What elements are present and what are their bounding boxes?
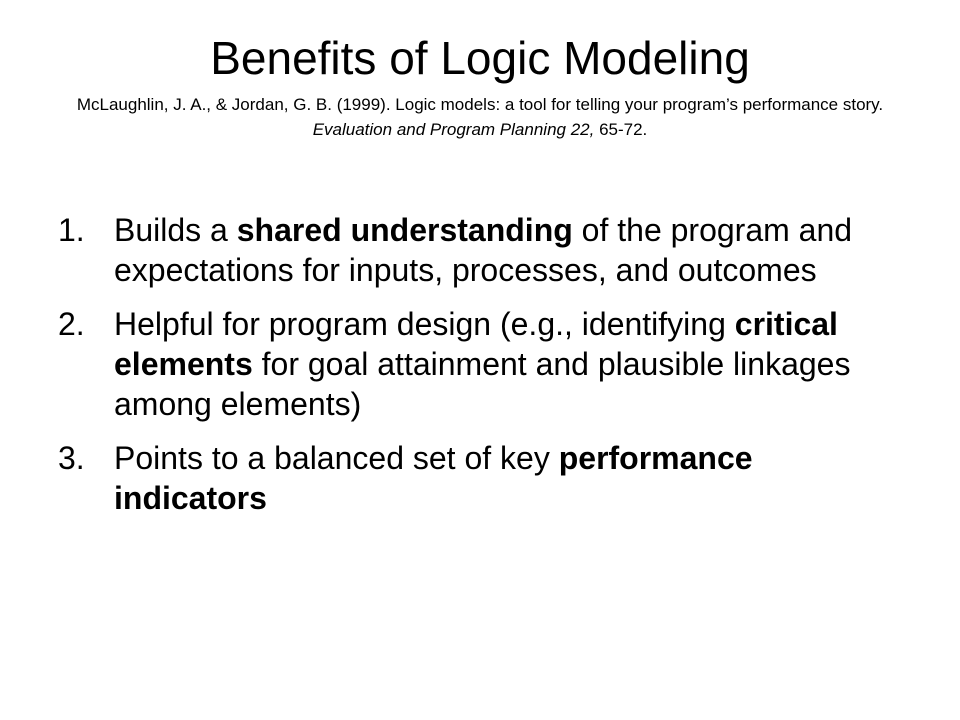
title-block [40, 30, 920, 142]
citation-journal: Evaluation and Program Planning 22, [312, 120, 595, 139]
citation-authors: McLaughlin, J. A., & Jordan, G. B. (1999). Logic models: a tool for telling your program’s performance story. [76, 95, 884, 114]
list-item-text [114, 304, 898, 424]
list-item-text [114, 210, 898, 290]
list-item-text-bold: performance indicators [114, 440, 753, 516]
list-item-text-pre: Points to a balanced set of key [114, 440, 559, 476]
citation [40, 92, 920, 142]
list-item-number: 1. [58, 212, 85, 248]
list-item [58, 438, 898, 518]
slide-title: Benefits of Logic Modeling [210, 32, 750, 84]
list-item-text-post: for goal attainment and plausible linkages among elements) [114, 346, 851, 422]
list-item-text-pre: Builds a [114, 212, 237, 248]
list-item-number: 2. [58, 306, 85, 342]
list-item-text-post: of the program and expectations for inputs, processes, and outcomes [114, 212, 853, 288]
benefits-list [58, 210, 898, 532]
list-item [58, 210, 898, 290]
list-item-text-pre: Helpful for program design (e.g., identifying [114, 306, 735, 342]
list-item-number: 3. [58, 440, 85, 476]
list-item-text [114, 438, 898, 518]
list-item-text-bold: shared understanding [236, 212, 573, 248]
citation-pages: 65-72. [599, 120, 648, 139]
list-item-text-bold: critical elements [114, 306, 838, 382]
list-item [58, 304, 898, 424]
